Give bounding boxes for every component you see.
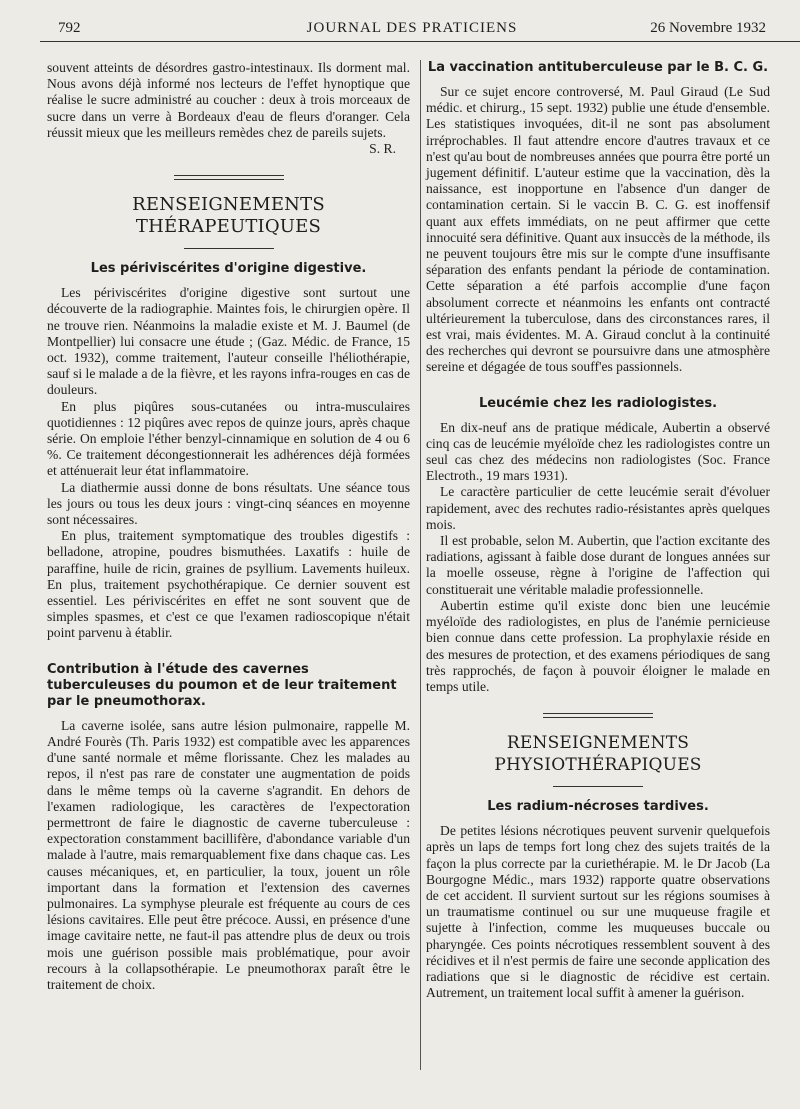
- section-title-physiotherapiques: RENSEIGNEMENTS PHYSIOTHÉRAPIQUES: [494, 733, 702, 776]
- right-column: [426, 60, 770, 1001]
- section-rule-bottom: [174, 179, 284, 180]
- article-paragraph: En dix-neuf ans de pratique médicale, Aubertin a observé cinq cas de leucémie myéloïde chez les radiologistes contre un seul cas chez des médecins non radiologistes (Soc. France Electroth., 19 mars 1931).: [426, 419, 770, 484]
- article-title-periviscerites: Les périviscérites d'origine digestive.: [90, 261, 367, 277]
- intro-paragraph: souvent atteints de désordres gastro-intestinaux. Ils dorment mal. Nous avons déjà informé nos lecteurs de l'effet hynoptique que réalise le sucre administré au coucher : deux à trois morceaux de sucre dans un verre à Bordeaux d'eau de fleurs d'oranger. Cela réussit mieux que les meilleurs remèdes chez de pareils sujets.: [47, 60, 410, 140]
- article-paragraph: La caverne isolée, sans autre lésion pulmonaire, rappelle M. André Fourès (Th. Paris 1932) est compatible avec les apparences d'une santé normale et même florissante. Chez les malades au repos, il n'est pas rare de constater une augmentation de poids dans le même temps où la caverne s'agrandit. En dehors de l'examen radiologique, les caractères de l'expectoration permettront de faire le diagnostic de caverne tuberculeuse : expectoration constamment bacillifère, d'abondance variable d'un malade à l'autre, mais remarquablement fixe dans chaque cas. Les causes mécaniques, et, en particulier, la toux, jouent un rôle important dans la formation et l'extension des cavernes pulmonaires. La symphyse pleurale est fréquente au cours de ces lésions cavitaires. Elle peut être précoce. Aussi, en présence d'une image cavitaire nette, ne faut-il pas attendre plus de deux ou trois mois une guérison possible mais problématique, pour avoir recours à la collapsothérapie. Le pneumothorax paraît être le traitement de choix.: [47, 717, 410, 992]
- section-title-underline: [553, 786, 643, 787]
- running-header: [58, 20, 766, 38]
- article-title-bcg: La vaccination antituberculeuse par le B. C. G.: [427, 60, 769, 75]
- column-divider: [420, 60, 421, 1070]
- article-paragraph: En plus piqûres sous-cutanées ou intra-musculaires quotidiennes : 12 piqûres avec repos de quinze jours, après chaque série. On emploie l'éther benzyl-cinnamique en solution de 4 ou 6 %. Ce traitement décongestionnerait les adhérences déjà formées et atténuerait leur état inflammatoire.: [47, 398, 410, 479]
- article-paragraph: Les périviscérites d'origine digestive sont surtout une découverte de la radiographie. Maintes fois, le chirurgien opère. Il ne trouve rien. Néanmoins la maladie existe et M. J. Baumel (de Montpellier) lui consacre une étude ; (Gaz. Médic. de France, 15 oct. 1932), comme traitement, l'auteur conseille l'héliothérapie, sauf si le malade a de la fièvre, et les rayons infra-rouges en cas de douleurs.: [47, 285, 410, 398]
- section-title-therapeutiques: RENSEIGNEMENTS THÉRAPEUTIQUES: [132, 194, 325, 238]
- article-paragraph: Sur ce sujet encore controversé, M. Paul Giraud (Le Sud médic. et chirurg., 15 sept. 1932) publie une étude d'ensemble. Les statistiques invoquées, dit-il ne sont pas absolument irréprochables. Il faut attendre encore d'autres travaux et ce n'est qu'au bout de nombreuses années que pourra être porté un jugement définitif. L'auteur estime que la vaccination, dès la naissance, est inopportune en l'absence d'un danger de contamination certain. Si le vaccin B. C. G. est inoffensif quant aux effets immédiats, on ne peut affirmer que cette innocuité sera définitive. Quant aux insuccès de la méthode, ils ne peuvent toujours être mis sur le compte d'une insuffisante séparation des enfants pendant la période de contamination. Cette séparation a été parfois accomplie d'une façon absolument correcte et néanmoins les enfants ont contracté ultérieurement la tuberculose, dans des circonstances rares, il est vrai, mais évidentes. M. A. Giraud conclut à la continuité des recherches qui devront se poursuivre dans une atmosphère sereine et dégagée de tous souff'es passionnels.: [426, 84, 770, 375]
- article-title-radium: Les radium-nécroses tardives.: [487, 799, 709, 815]
- header-rule: [40, 41, 800, 42]
- section-title-underline: [184, 248, 274, 249]
- article-paragraph: En plus, traitement symptomatique des troubles digestifs : belladone, atropine, poudres bismuthées. Laxatifs : huile de paraffine, huile de ricin, graines de psyllium. Lavements huileux. En plus, traitement psychothérapique. Ce dernier souvent est essentiel. Les périviscérites en effet ne sont souvent que de simples spasmes, et c'est ce que l'examen radioscopique n'était point parvenu à établir.: [47, 528, 410, 641]
- journal-title: JOURNAL DES PRATICIENS: [306, 20, 518, 36]
- intro-signature-line: [47, 141, 410, 157]
- article-paragraph: La diathermie aussi donne de bons résultats. Une séance tous les jours ou tous les deux jours : vingt-cinq séances en moyenne sont nécessaires.: [47, 479, 410, 528]
- article-paragraph: Aubertin estime qu'il existe donc bien une leucémie myéloïde des radiologistes, en plus de l'anémie pernicieuse bien connue dans cette profession. La prophylaxie réside en des mesures de protection, et des examens périodiques de sang très rapprochés, de façon à pouvoir éloigner le malade en temps utile.: [426, 597, 770, 694]
- article-paragraph: De petites lésions nécrotiques peuvent survenir quelquefois après un laps de temps fort long chez des sujets traités de la façon la plus correcte par la curiethérapie. M. le Dr Jacob (La Bourgogne Médic., mars 1932) rapporte quatre observations de cet accident. Il survient surtout sur les régions soumises à un traumatisme continuel ou sur une muqueuse fragile et sujette à l'infection, comme les muqueuses buccale ou pharyngée. Ces points nécrotiques ressemblent souvent à des récidives et il n'est permis de faire une seconde application des radiations que si le diagnostic de récidive est certain. Autrement, un traitement local suffit à amener la guérison.: [426, 823, 770, 1001]
- article-title-cavernes: Contribution à l'étude des cavernes tuberculeuses du poumon et de leur traitement par le pneumothorax.: [47, 661, 397, 709]
- section-rule-top: [174, 175, 284, 176]
- section-rule-top: [543, 713, 653, 714]
- article-paragraph: Il est probable, selon M. Aubertin, que l'action excitante des radiations, agissant à faible dose durant de longues années sur la moelle osseuse, règne à l'origine de l'affection qui constituerait une véritable maladie professionnelle.: [426, 533, 770, 597]
- article-paragraph: Le caractère particulier de cette leucémie serait d'évoluer rapidement, avec des rechutes radio-résistantes après quelques mois.: [426, 484, 770, 532]
- left-column: [47, 60, 410, 993]
- section-rule-bottom: [543, 717, 653, 718]
- article-title-leucemie: Leucémie chez les radiologistes.: [478, 395, 718, 411]
- issue-date: 26 Novembre 1932: [650, 20, 766, 36]
- page-number: 792: [58, 20, 81, 36]
- intro-signature: S. R.: [369, 141, 396, 157]
